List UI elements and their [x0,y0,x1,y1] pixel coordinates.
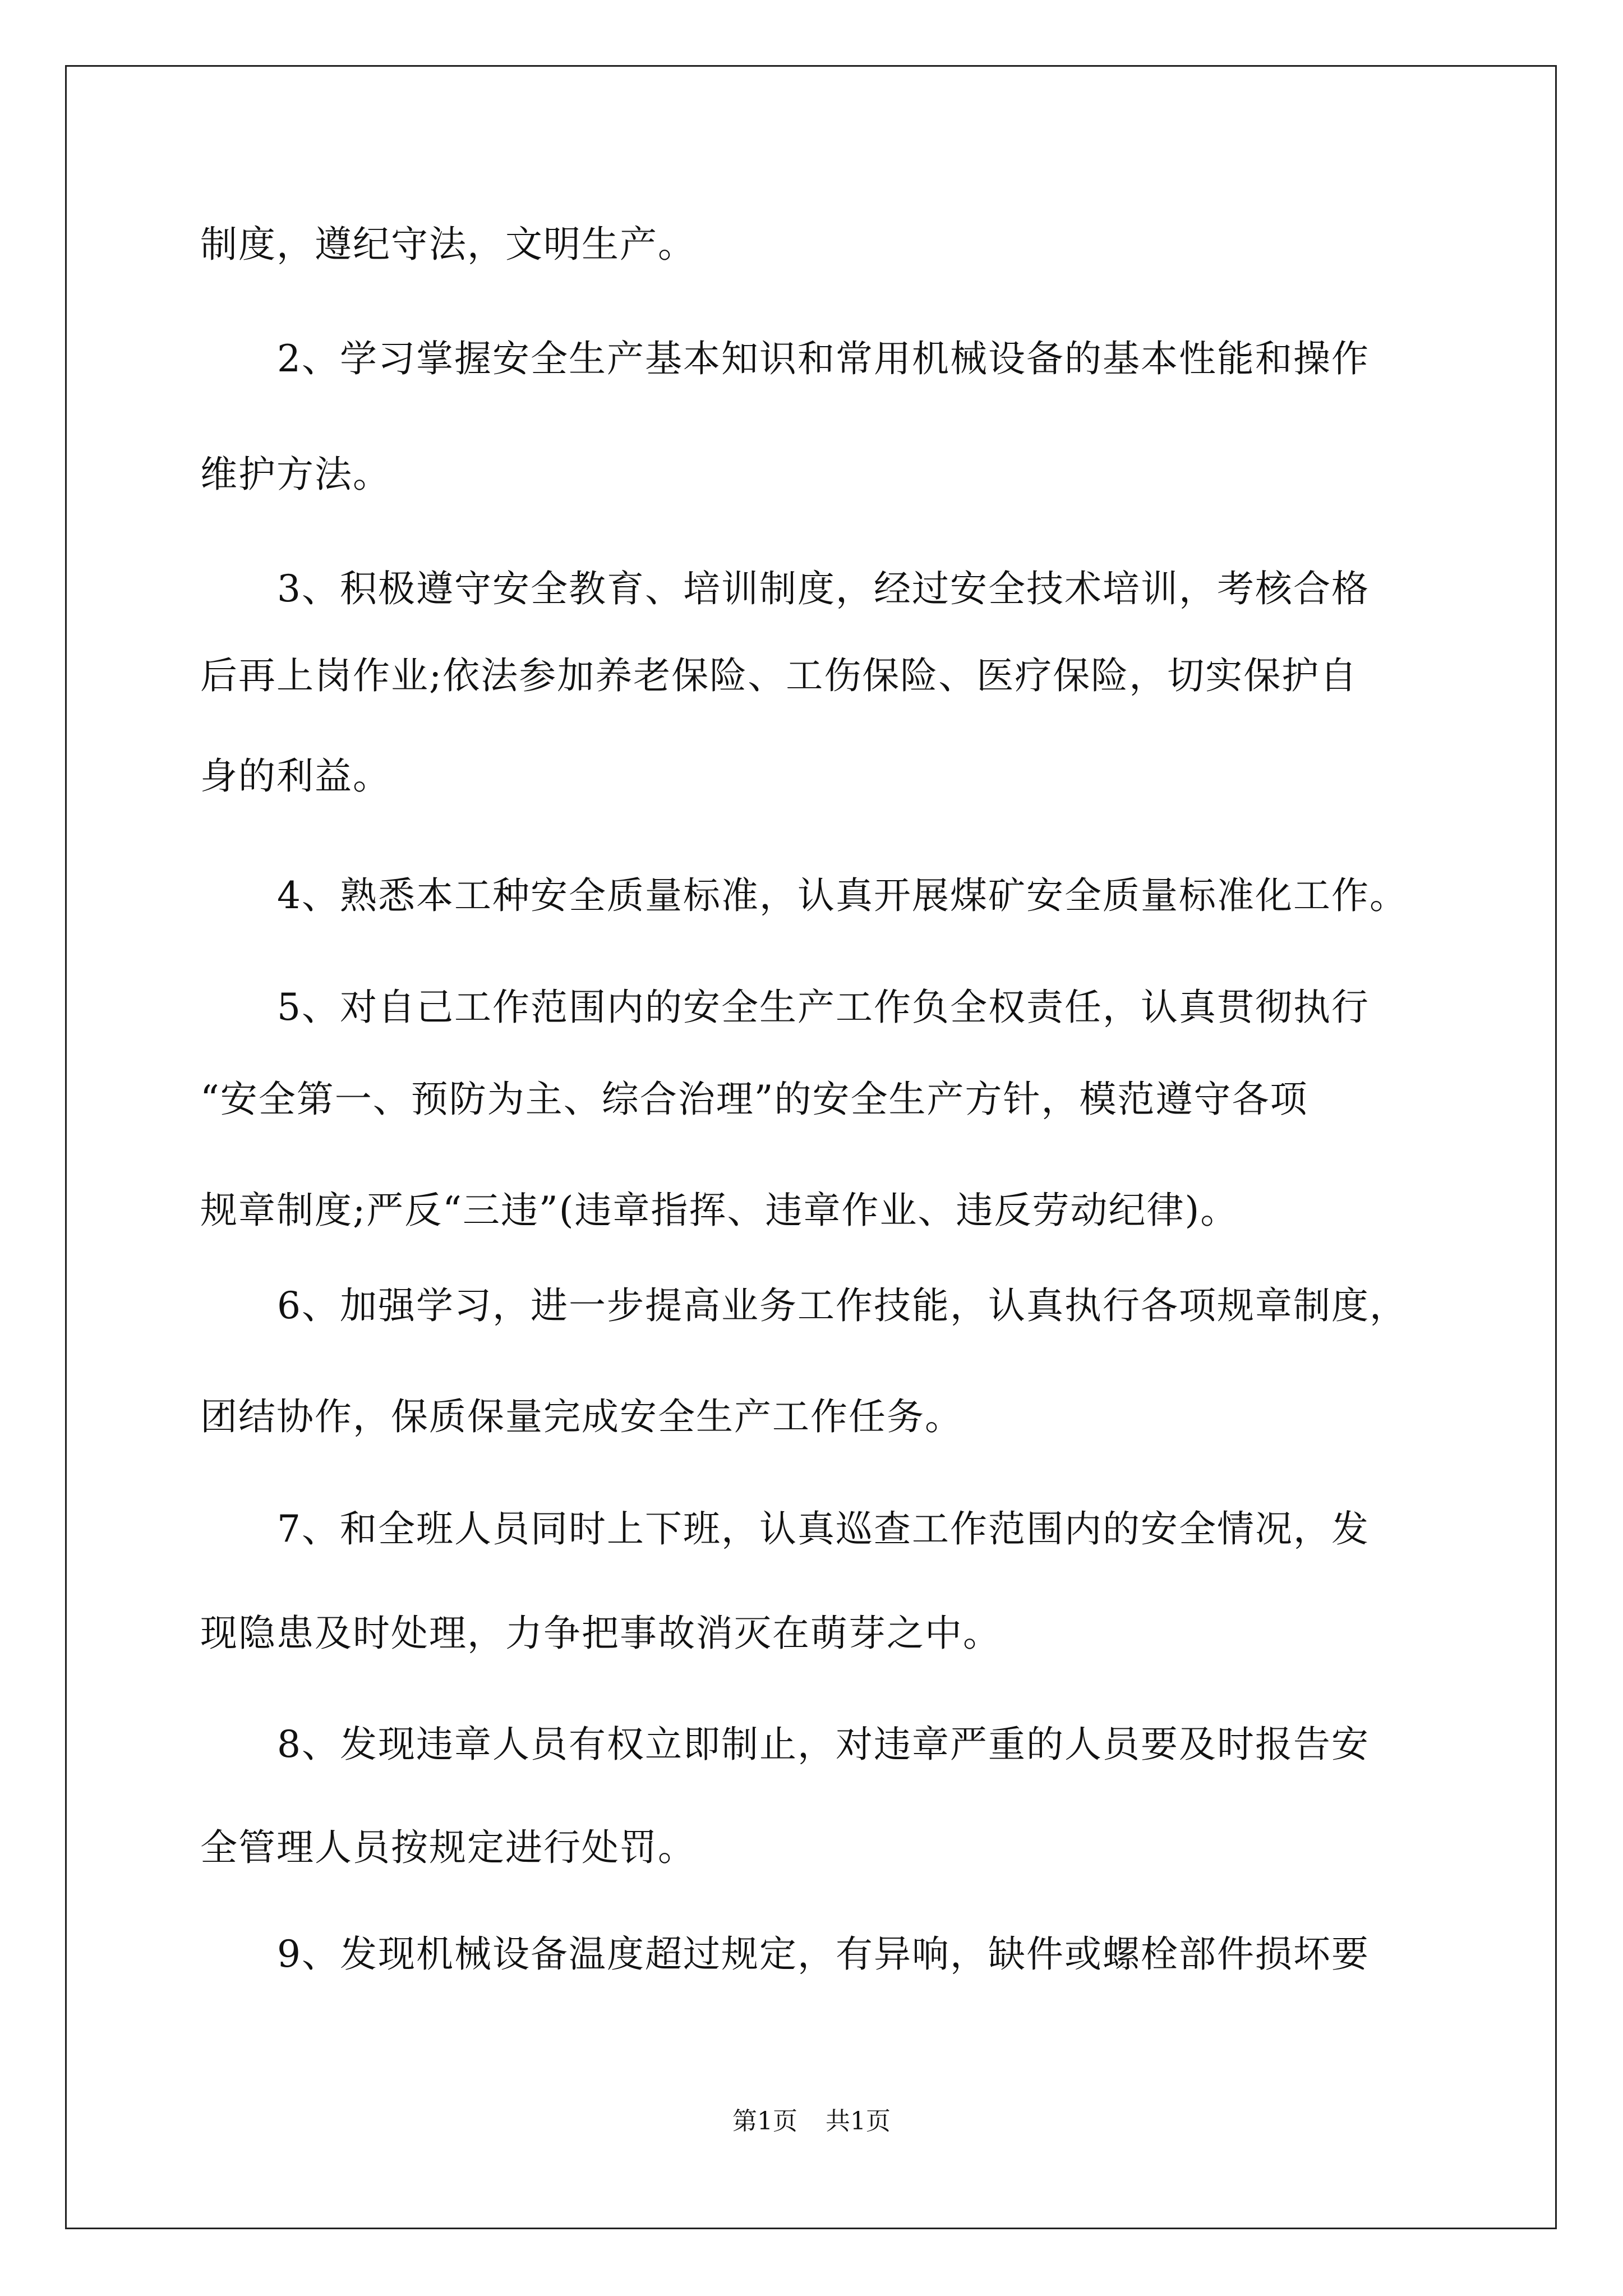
text-line: “安全第一、预防为主、综合治理”的安全生产方针，模范遵守各项 [200,1078,1308,1121]
text-line: 现隐患及时处理，力争把事故消灭在萌芽之中。 [200,1612,1001,1655]
page-footer [0,2105,1623,2138]
paragraph-7-line-1: 7、和全班人员同时上下班，认真巡查工作范围内的安全情况，发 [277,1507,1370,1550]
paragraph-8-line-1: 8、发现违章人员有权立即制止，对违章严重的人员要及时报告安 [277,1723,1370,1766]
paragraph-4-line-1: 4、熟悉本工种安全质量标准，认真开展煤矿安全质量标准化工作。 [277,874,1408,917]
text-line: 后再上岗作业;依法参加养老保险、工伤保险、医疗保险，切实保护自 [200,654,1358,697]
paragraph-2-line-1: 2、学习掌握安全生产基本知识和常用机械设备的基本性能和操作 [277,337,1370,380]
text-line: 全管理人员按规定进行处罚。 [200,1826,696,1869]
text-line: 团结协作，保质保量完成安全生产工作任务。 [200,1395,963,1438]
paragraph-6-line-1: 6、加强学习，进一步提高业务工作技能，认真执行各项规章制度， [277,1284,1408,1327]
paragraph-9-line-1: 9、发现机械设备温度超过规定，有异响，缺件或螺栓部件损坏要 [277,1932,1370,1976]
paragraph-5-line-1: 5、对自己工作范围内的安全生产工作负全权责任，认真贯彻执行 [277,986,1370,1029]
text-line: 规章制度;严反“三违”(违章指挥、违章作业、违反劳动纪律)。 [200,1189,1239,1232]
text-line: 维护方法。 [200,453,391,496]
page-number-current: 第1页 [732,2107,797,2136]
text-line: 身的利益。 [200,754,391,798]
page-border [65,65,1557,2229]
paragraph-3-line-1: 3、积极遵守安全教育、培训制度，经过安全技术培训，考核合格 [277,567,1370,610]
text-line: 制度，遵纪守法，文明生产。 [200,223,696,266]
page-number-total: 共1页 [826,2107,891,2136]
